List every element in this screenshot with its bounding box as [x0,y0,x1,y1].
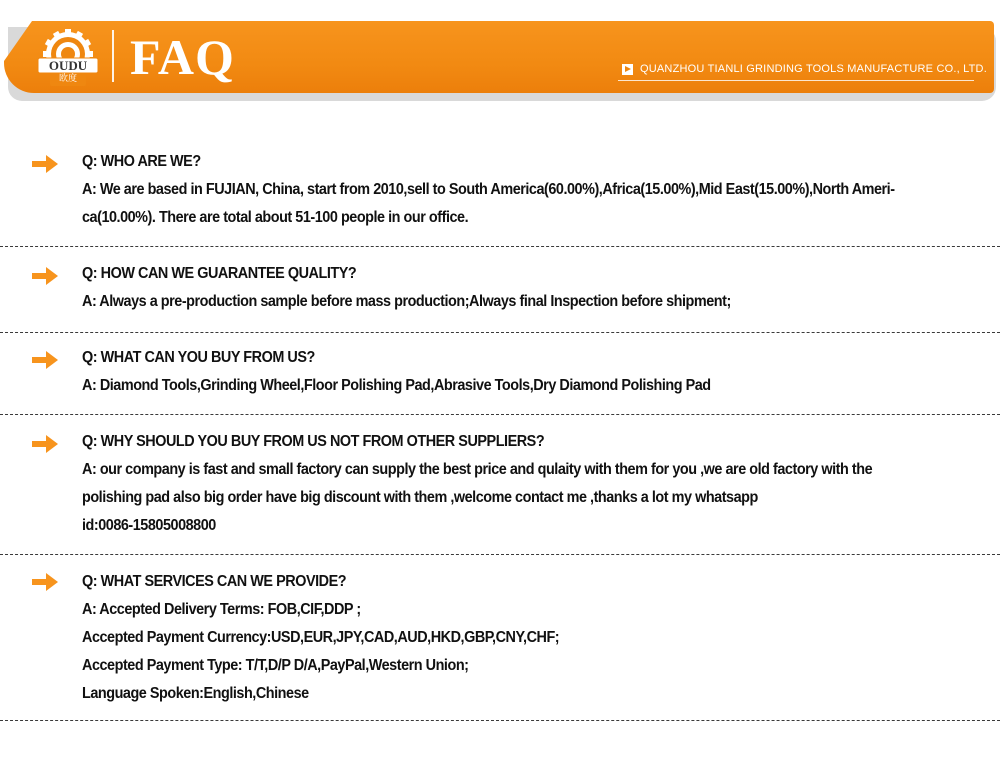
logo-text: OUDU [48,58,88,73]
arrow-right-icon [32,573,58,591]
dashed-divider [0,414,1000,415]
faq-answer-line: Accepted Payment Currency:USD,EUR,JPY,CAD,AUD,HKD,GBP,CNY,CHF; [82,629,560,646]
faq-question: Q: WHY SHOULD YOU BUY FROM US NOT FROM OTHER SUPPLIERS? [82,433,545,450]
faq-answer-line: polishing pad also big order have big discount with them ,welcome contact me ,thanks a lot my whatsapp [82,489,758,506]
faq-answer-line: Accepted Payment Type: T/T,D/P D/A,PayPal,Western Union; [82,657,469,674]
dashed-divider [0,720,1000,721]
faq-answer-line: A: our company is fast and small factory can supply the best price and qulaity with them for you ,we are old factory with the [82,461,873,478]
faq-answer-line: Language Spoken:English,Chinese [82,685,309,702]
company-name: QUANZHOU TIANLI GRINDING TOOLS MANUFACTURE CO., LTD. [640,63,987,75]
faq-question: Q: WHO ARE WE? [82,153,201,170]
faq-answer-line: ca(10.00%). There are total about 51-100 people in our office. [82,209,469,226]
faq-question: Q: WHAT CAN YOU BUY FROM US? [82,349,315,366]
arrow-right-icon [32,435,58,453]
arrow-right-icon [32,351,58,369]
faq-answer-line: id:0086-15805008800 [82,517,216,534]
logo-subtext: 欧度 [58,74,77,84]
dashed-divider [0,554,1000,555]
arrow-right-icon [32,155,58,173]
play-arrow-icon [622,64,633,75]
faq-question: Q: WHAT SERVICES CAN WE PROVIDE? [82,573,347,590]
page-title: FAQ [130,29,235,85]
oudu-logo [34,28,102,90]
company-underline [618,80,974,81]
faq-answer-line: A: Accepted Delivery Terms: FOB,CIF,DDP ; [82,601,361,618]
faq-answer-line: A: Diamond Tools,Grinding Wheel,Floor Polishing Pad,Abrasive Tools,Dry Diamond Polishing Pad [82,377,711,394]
faq-question: Q: HOW CAN WE GUARANTEE QUALITY? [82,265,357,282]
arrow-right-icon [32,267,58,285]
faq-answer-line: A: We are based in FUJIAN, China, start from 2010,sell to South America(60.00%),Africa(15.00%),Mid East(15.00%),North Ameri- [82,181,895,198]
dashed-divider [0,246,1000,247]
faq-answer-line: A: Always a pre-production sample before mass production;Always final Inspection before shipment; [82,293,731,310]
banner-divider [112,30,114,82]
dashed-divider [0,332,1000,333]
